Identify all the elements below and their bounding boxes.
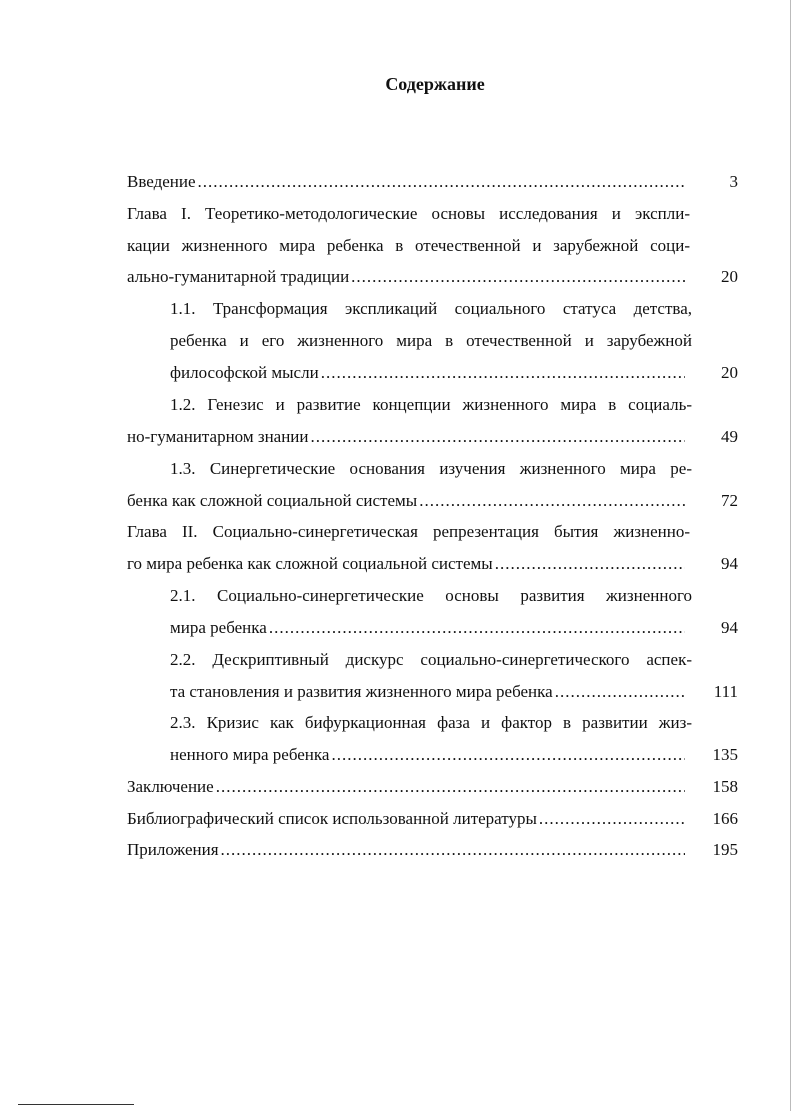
toc-entry-label: та становления и развития жизненного мира ребенка — [170, 682, 553, 701]
toc-page-number: 135 — [712, 745, 738, 764]
leader-dots — [321, 362, 685, 384]
toc-entry-chapter-1-line-3[interactable] — [127, 266, 687, 288]
leader-dots — [311, 426, 685, 448]
toc-entry-appendices[interactable] — [127, 839, 687, 861]
toc-entry-label: мира ребенка — [170, 618, 267, 637]
toc-page-number: 158 — [712, 777, 738, 796]
toc-entry-section-2-3-line-1[interactable]: 2.3. Кризис как бифуркационная фаза и фактор в развитии жиз- — [170, 713, 692, 732]
toc-page-number: 195 — [712, 840, 738, 859]
toc-entry-section-1-2-line-2[interactable] — [127, 426, 687, 448]
toc-page-number: 3 — [729, 172, 738, 191]
toc-entry-chapter-1-line-1[interactable]: Глава I. Теоретико-методологические основы исследования и экспли- — [127, 204, 690, 223]
leader-dots — [555, 681, 685, 703]
toc-entry-introduction[interactable] — [127, 171, 687, 193]
leader-dots — [419, 490, 685, 512]
toc-entry-bibliography[interactable] — [127, 808, 687, 830]
toc-page-number: 166 — [712, 809, 738, 828]
toc-entry-chapter-2-line-2[interactable] — [127, 553, 687, 575]
toc-entry-section-2-1-line-1[interactable]: 2.1. Социально-синергетические основы развития жизненного — [170, 586, 692, 605]
toc-entry-section-2-1-line-2[interactable] — [170, 617, 687, 639]
toc-page-number: 94 — [721, 618, 738, 637]
toc-entry-label: Приложения — [127, 840, 219, 859]
toc-entry-label: бенка как сложной социальной системы — [127, 491, 418, 510]
leader-dots — [351, 266, 685, 288]
toc-page-number: 94 — [721, 554, 738, 573]
toc-entry-section-1-3-line-2[interactable] — [127, 490, 687, 512]
leader-dots — [198, 171, 685, 193]
footnote-divider — [18, 1104, 134, 1105]
toc-page-number: 111 — [713, 682, 738, 701]
leader-dots — [331, 744, 685, 766]
leader-dots — [216, 776, 685, 798]
toc-entry-section-2-2-line-1[interactable]: 2.2. Дескриптивный дискурс социально-синергетического аспек- — [170, 650, 692, 669]
page-edge-line — [790, 0, 791, 1111]
toc-entry-chapter-2-line-1[interactable]: Глава II. Социально-синергетическая репрезентация бытия жизненно- — [127, 522, 690, 541]
leader-dots — [221, 839, 685, 861]
toc-entry-section-1-1-line-1[interactable]: 1.1. Трансформация экспликаций социального статуса детства, — [170, 299, 692, 318]
leader-dots — [539, 808, 685, 830]
toc-entry-section-1-1-line-3[interactable] — [170, 362, 687, 384]
toc-entry-section-1-2-line-1[interactable]: 1.2. Генезис и развитие концепции жизненного мира в социаль- — [170, 395, 692, 414]
toc-entry-label: философской мысли — [170, 363, 319, 382]
toc-entry-section-1-1-line-2[interactable]: ребенка и его жизненного мира в отечественной и зарубежной — [170, 331, 692, 350]
toc-entry-label: го мира ребенка как сложной социальной системы — [127, 554, 493, 573]
toc-entry-chapter-1-line-2[interactable]: кации жизненного мира ребенка в отечественной и зарубежной соци- — [127, 236, 690, 255]
toc-entry-section-2-2-line-2[interactable] — [170, 681, 687, 703]
toc-entry-label: но-гуманитарном знании — [127, 427, 309, 446]
toc-page-number: 20 — [721, 267, 738, 286]
toc-entry-label: Введение — [127, 172, 196, 191]
toc-entry-label: Библиографический список использованной литературы — [127, 809, 537, 828]
toc-entry-label: Заключение — [127, 777, 214, 796]
toc-page-number: 49 — [721, 427, 738, 446]
toc-entry-label: ально-гуманитарной традиции — [127, 267, 350, 286]
leader-dots — [495, 553, 685, 575]
toc-entry-section-2-3-line-2[interactable] — [170, 744, 687, 766]
toc-page-number: 72 — [721, 491, 738, 510]
toc-page-number: 20 — [721, 363, 738, 382]
toc-entry-label: ненного мира ребенка — [170, 745, 330, 764]
toc-entry-conclusion[interactable] — [127, 776, 687, 798]
leader-dots — [269, 617, 685, 639]
page-title: Содержание — [385, 74, 485, 94]
toc-entry-section-1-3-line-1[interactable]: 1.3. Синергетические основания изучения жизненного мира ре- — [170, 459, 692, 478]
